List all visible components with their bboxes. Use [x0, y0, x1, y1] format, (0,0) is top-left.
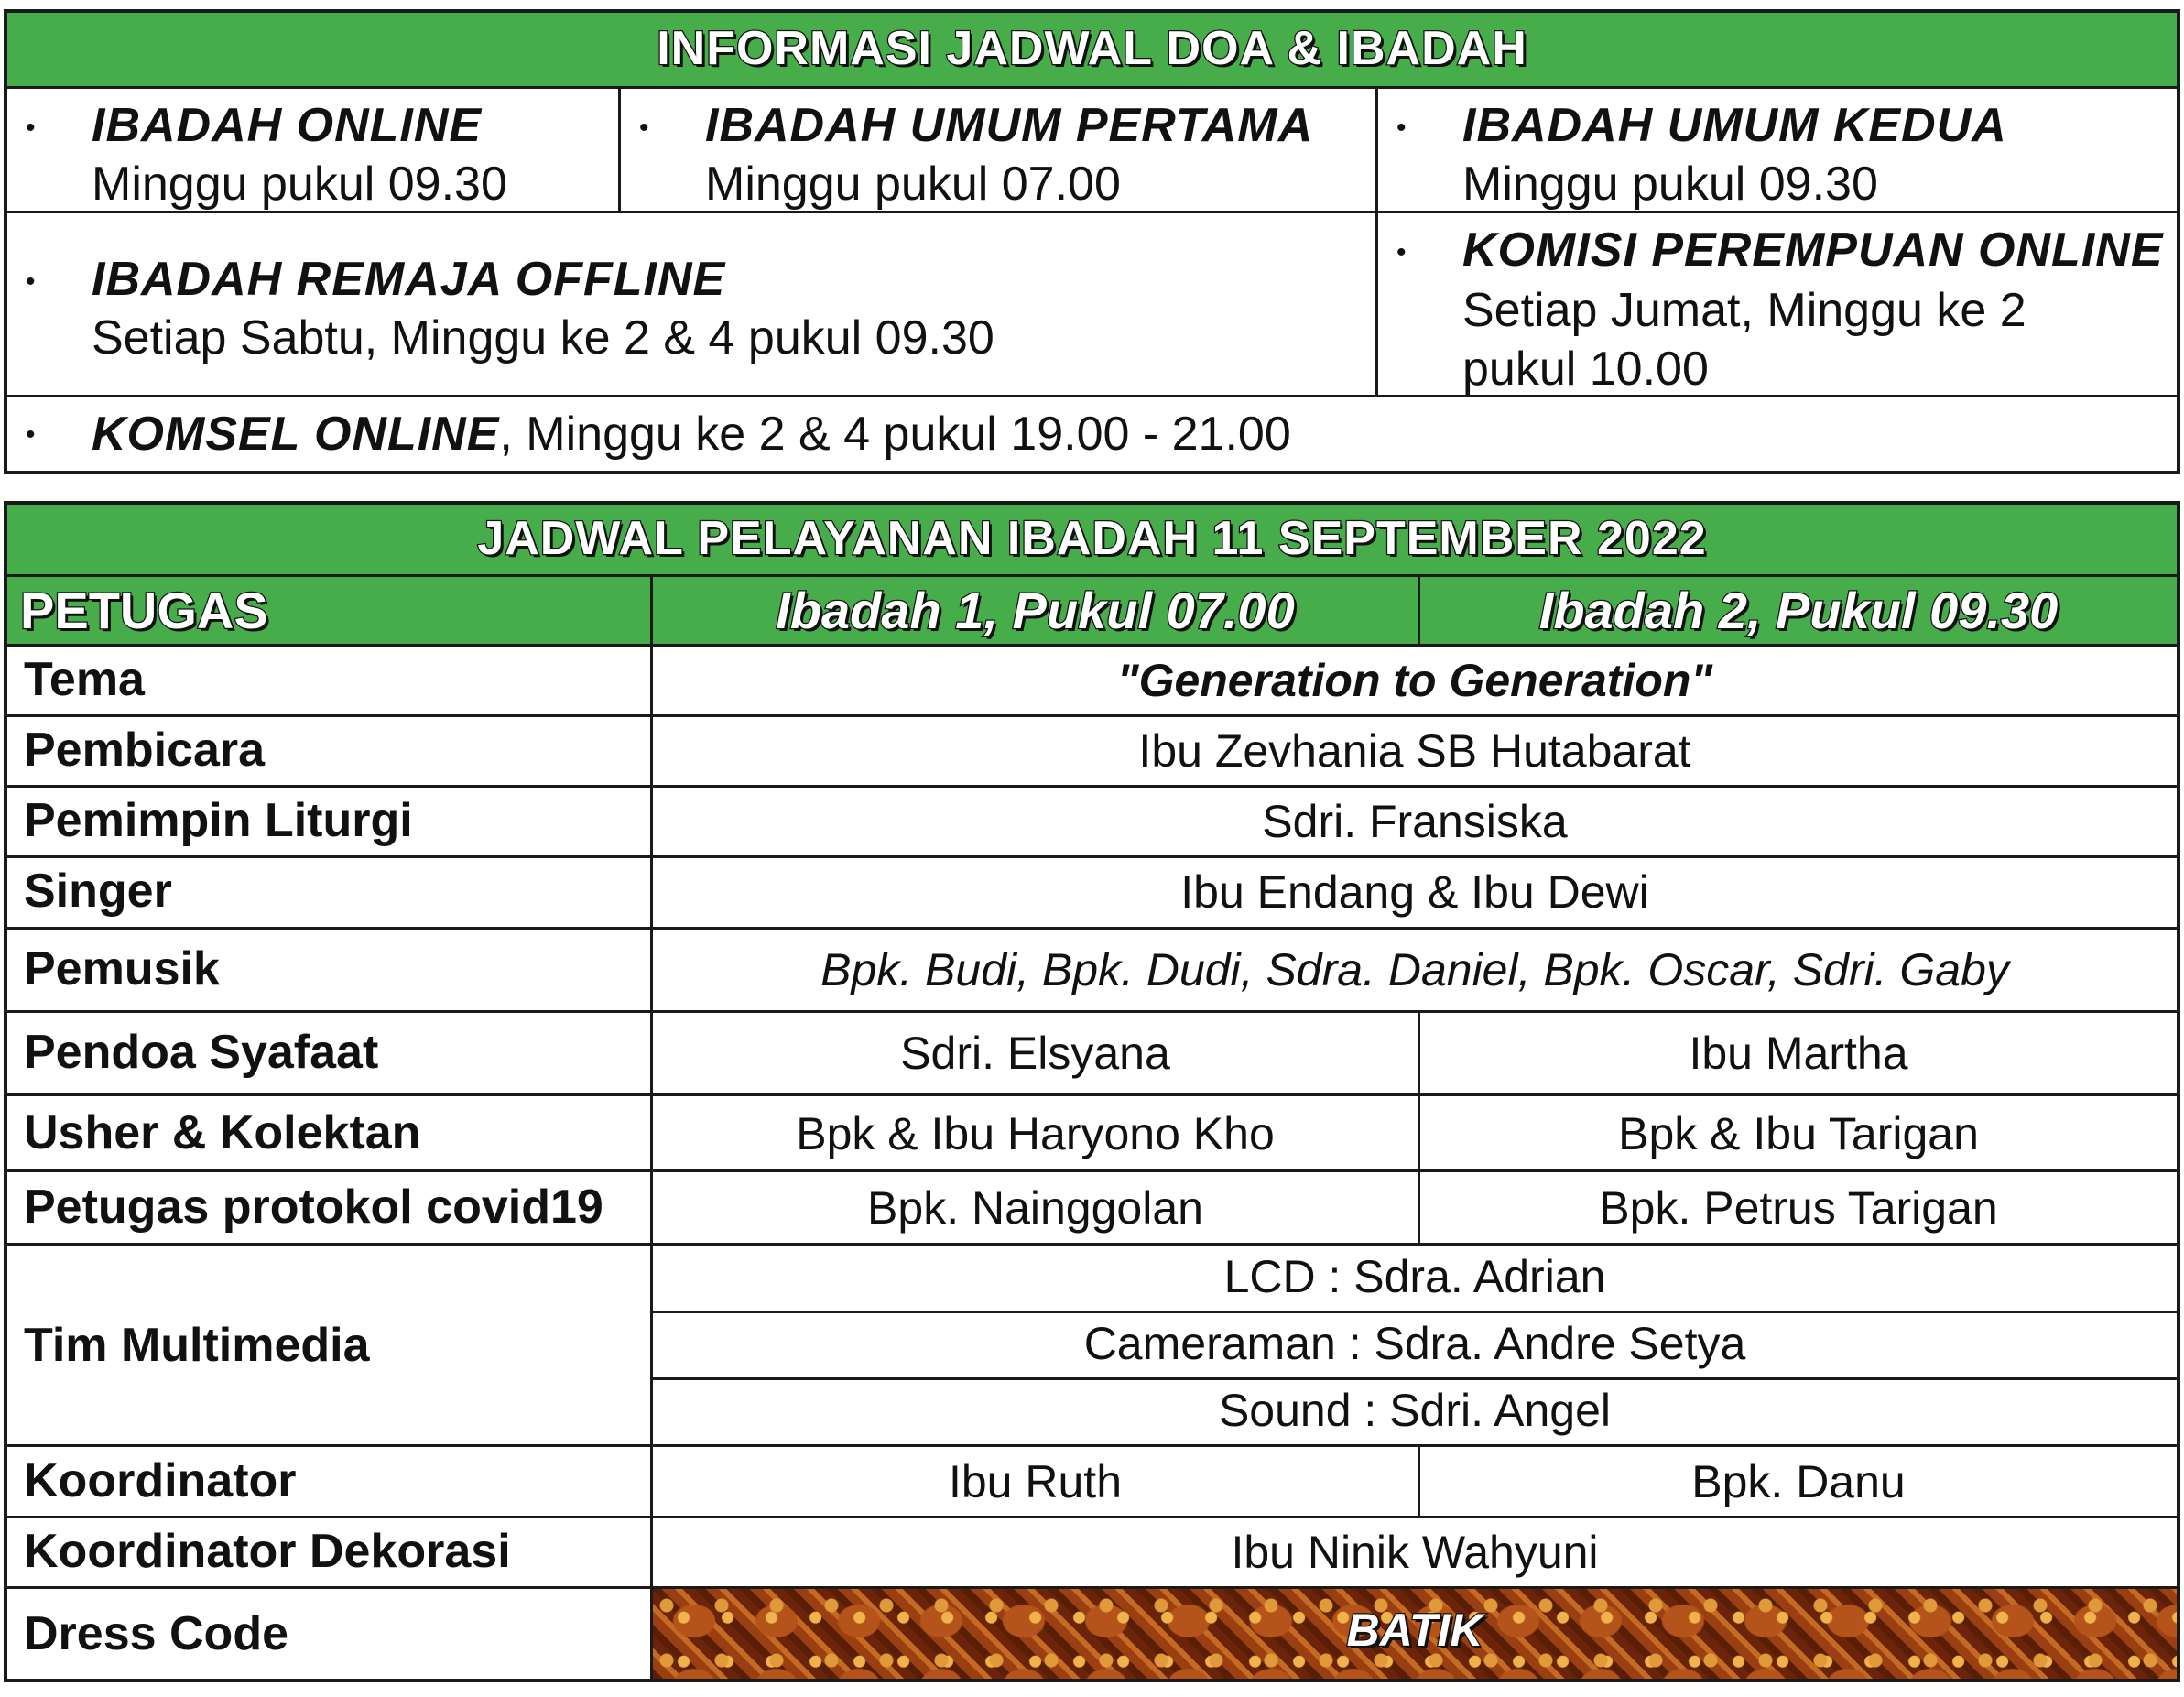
- divider: [7, 785, 2177, 788]
- schedule-header-row: [7, 577, 2177, 644]
- info-item-title: KOMSEL ONLINE: [92, 408, 500, 461]
- bullet-icon: •: [639, 113, 649, 143]
- tema-value: "Generation to Generation": [1116, 655, 1713, 706]
- singer-value: Ibu Endang & Ibu Dewi: [1180, 866, 1649, 918]
- info-item-ibadah-umum-pertama: [621, 89, 1375, 211]
- info-item-text: , Minggu ke 2 & 4 pukul 19.00 - 21.00: [499, 408, 1291, 461]
- info-item-text: Setiap Sabtu, Minggu ke 2 & 4 pukul 09.30: [92, 311, 994, 364]
- divider: [1418, 577, 1420, 644]
- row-label-koordinator: Koordinator: [24, 1454, 297, 1507]
- divider: [7, 1010, 2177, 1013]
- row-label-multimedia: Tim Multimedia: [24, 1319, 370, 1372]
- info-item-title: IBADAH ONLINE: [92, 99, 483, 152]
- info-item-komisi-perempuan: [1378, 213, 2177, 395]
- row-label-usher: Usher & Kolektan: [24, 1106, 421, 1159]
- bullet-icon: •: [1396, 113, 1407, 143]
- header-petugas: PETUGAS: [20, 582, 268, 639]
- pembicara-value: Ibu Zevhania SB Hutabarat: [1138, 725, 1691, 777]
- pendoa-ibadah-2: Ibu Martha: [1689, 1028, 1908, 1079]
- divider: [653, 1311, 2177, 1313]
- row-label-tema: Tema: [24, 653, 145, 706]
- koordinator-ibadah-2: Bpk. Danu: [1691, 1456, 1906, 1507]
- info-title-bar: [7, 13, 2177, 86]
- usher-ibadah-1: Bpk & Ibu Haryono Kho: [796, 1108, 1275, 1159]
- divider: [7, 1243, 2177, 1246]
- divider: [7, 644, 2177, 647]
- row-label-dekorasi: Koordinator Dekorasi: [24, 1525, 511, 1578]
- multimedia-lcd: LCD : Sdra. Adrian: [1223, 1251, 1606, 1302]
- liturgi-value: Sdri. Fransiska: [1262, 796, 1568, 847]
- info-item-text: Setiap Jumat, Minggu ke 2 pukul 10.00: [1462, 284, 2026, 396]
- info-title: INFORMASI JADWAL DOA & IBADAH: [657, 22, 1527, 75]
- row-label-pendoa: Pendoa Syafaat: [24, 1026, 379, 1079]
- usher-ibadah-2: Bpk & Ibu Tarigan: [1618, 1108, 1979, 1159]
- row-label-protokol: Petugas protokol covid19: [24, 1180, 603, 1234]
- row-label-liturgi: Pemimpin Liturgi: [24, 794, 413, 847]
- info-item-title: IBADAH UMUM KEDUA: [1462, 99, 2007, 152]
- schedule-table: [4, 501, 2180, 1682]
- divider: [7, 855, 2177, 858]
- divider: [653, 1377, 2177, 1380]
- pendoa-ibadah-1: Sdri. Elsyana: [900, 1028, 1170, 1079]
- divider: [7, 1516, 2177, 1518]
- info-item-ibadah-online: [7, 89, 618, 211]
- protokol-ibadah-2: Bpk. Petrus Tarigan: [1599, 1182, 1998, 1234]
- bullet-icon: •: [26, 419, 36, 450]
- row-label-dress-code: Dress Code: [24, 1607, 288, 1660]
- protokol-ibadah-1: Bpk. Nainggolan: [867, 1182, 1203, 1234]
- multimedia-sound: Sound : Sdri. Angel: [1218, 1385, 1612, 1436]
- info-item-ibadah-umum-kedua: [1378, 89, 2177, 211]
- bullet-icon: •: [26, 113, 36, 143]
- divider: [7, 927, 2177, 930]
- dekorasi-value: Ibu Ninik Wahyuni: [1231, 1527, 1599, 1578]
- info-item-ibadah-remaja: [7, 213, 1375, 395]
- schedule-title: JADWAL PELAYANAN IBADAH 11 SEPTEMBER 2022: [477, 512, 1707, 565]
- bullet-icon: •: [1396, 237, 1407, 267]
- bullet-icon: •: [26, 267, 36, 297]
- schedule-title-bar: [7, 505, 2177, 574]
- divider: [7, 1093, 2177, 1096]
- info-panel: [4, 9, 2180, 474]
- divider: [7, 714, 2177, 717]
- row-label-pemusik: Pemusik: [24, 942, 220, 995]
- info-item-title: IBADAH UMUM PERTAMA: [705, 99, 1314, 152]
- multimedia-cameraman: Cameraman : Sdra. Andre Setya: [1083, 1318, 1746, 1369]
- divider: [7, 1444, 2177, 1447]
- komsel-line: [92, 407, 1291, 462]
- dress-code-value: BATIK: [1346, 1605, 1483, 1656]
- koordinator-ibadah-1: Ibu Ruth: [948, 1456, 1122, 1507]
- row-label-pembicara: Pembicara: [24, 723, 266, 777]
- info-item-title: IBADAH REMAJA OFFLINE: [92, 253, 726, 306]
- info-item-text: Minggu pukul 09.30: [92, 158, 507, 211]
- info-item-komsel: [7, 397, 2177, 471]
- info-item-title: KOMISI PEREMPUAN ONLINE: [1462, 223, 2164, 277]
- info-item-text: Minggu pukul 09.30: [1462, 158, 1878, 211]
- divider: [7, 1169, 2177, 1172]
- row-label-singer: Singer: [24, 865, 172, 918]
- header-ibadah-2: Ibadah 2, Pukul 09.30: [1538, 582, 2059, 639]
- header-ibadah-1: Ibadah 1, Pukul 07.00: [776, 582, 1295, 639]
- pemusik-value: Bpk. Budi, Bpk. Dudi, Sdra. Daniel, Bpk. Oscar, Sdri. Gaby: [820, 944, 2009, 995]
- info-item-text: Minggu pukul 07.00: [705, 158, 1121, 211]
